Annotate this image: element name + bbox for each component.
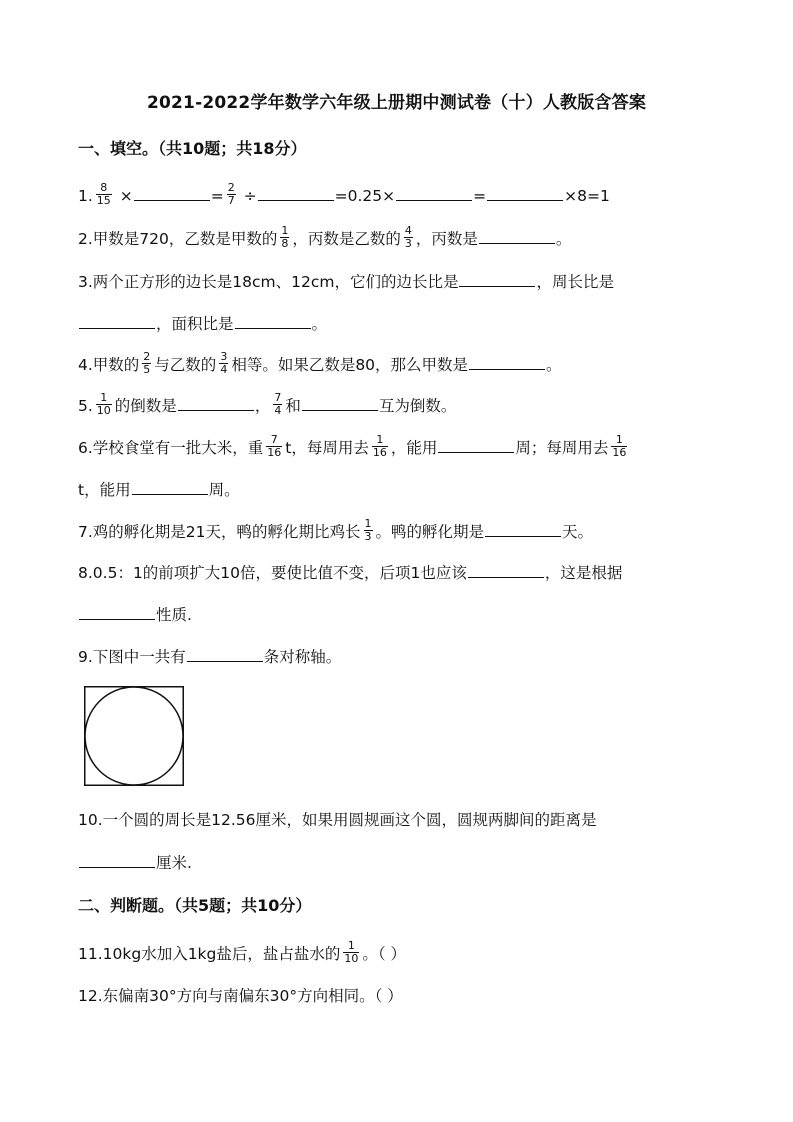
q7-text: 7.鸡的孵化期是21天，鸭的孵化期比鸡长 [78, 523, 361, 541]
question-8-cont [78, 603, 192, 626]
q4-text: 与乙数的 [154, 356, 217, 374]
answer-blank[interactable] [396, 184, 472, 201]
answer-blank[interactable] [469, 353, 545, 370]
q10-text: 厘米. [156, 854, 192, 872]
answer-blank[interactable] [479, 227, 555, 244]
q1-text: =0.25× [334, 187, 396, 205]
question-6-cont [78, 478, 240, 501]
q1-text: = [473, 187, 487, 205]
question-9 [78, 645, 341, 668]
answer-blank[interactable] [79, 603, 155, 620]
fraction: $\frac{2}{7}$ [227, 181, 235, 207]
q1-text: ÷ [238, 187, 257, 205]
q7-text: 。鸭的孵化期是 [375, 523, 485, 541]
question-8 [78, 561, 622, 584]
q2-text: ，丙数是 [415, 230, 478, 248]
q1-number: 1. [78, 187, 93, 205]
answer-blank[interactable] [235, 312, 311, 329]
q3-text: 。 [311, 315, 328, 333]
answer-blank[interactable] [79, 312, 155, 329]
fraction: $\frac{1}{16}$ [372, 433, 387, 459]
q6-text: 周；每周用去 [515, 439, 609, 457]
q8-text: 性质. [156, 606, 192, 624]
q7-text: 天。 [562, 523, 594, 541]
q9-text: 条对称轴。 [263, 648, 342, 666]
answer-blank[interactable] [178, 394, 254, 411]
section-true-false: 二、判断题。（共5题；共10分） [78, 896, 312, 915]
q1-text: × [114, 187, 133, 205]
q2-text: 2.甲数是720，乙数是甲数的 [78, 230, 278, 248]
question-3 [78, 270, 614, 293]
q5-text: 互为倒数。 [378, 397, 457, 415]
answer-blank[interactable] [79, 851, 155, 868]
answer-blank[interactable] [438, 436, 514, 453]
circle-shape [85, 687, 183, 785]
fraction: $\frac{3}{4}$ [220, 350, 228, 376]
q6-text: t，每周用去 [285, 439, 369, 457]
question-7 [78, 517, 594, 545]
q11-text: 。（ ） [362, 945, 407, 963]
fraction: $\frac{7}{4}$ [274, 391, 282, 417]
answer-blank[interactable] [459, 270, 535, 287]
square-with-inscribed-circle-figure [84, 686, 184, 786]
fraction: $\frac{1}{10}$ [96, 391, 111, 417]
question-1 [78, 181, 610, 209]
q3-text: ，周长比是 [536, 273, 614, 291]
fraction: $\frac{8}{15}$ [96, 181, 111, 207]
question-6 [78, 433, 630, 461]
q1-text: ×8=1 [564, 187, 610, 205]
q3-text: 3.两个正方形的边长是18cm、12cm，它们的边长比是 [78, 273, 459, 291]
q5-text: ， [254, 397, 271, 415]
question-4 [78, 350, 562, 378]
q1-text: = [210, 187, 224, 205]
question-12 [78, 985, 403, 1007]
fraction: $\frac{7}{16}$ [267, 433, 282, 459]
q10-text: 10.一个圆的周长是12.56厘米，如果用圆规画这个圆，圆规两脚间的距离是 [78, 811, 597, 829]
fraction: $\frac{2}{5}$ [143, 350, 151, 376]
q12-text: 12.东偏南30°方向与南偏东30°方向相同。（ ） [78, 987, 403, 1005]
answer-blank[interactable] [302, 394, 378, 411]
q2-text: ，丙数是乙数的 [292, 230, 401, 248]
q4-text: 4.甲数的 [78, 356, 140, 374]
question-3-cont [78, 312, 327, 335]
answer-blank[interactable] [468, 561, 544, 578]
answer-blank[interactable] [132, 478, 208, 495]
q9-text: 9.下图中一共有 [78, 648, 186, 666]
question-5 [78, 391, 457, 419]
q6-text: ，能用 [390, 439, 438, 457]
fraction: $\frac{1}{10}$ [344, 939, 359, 965]
answer-blank[interactable] [485, 520, 561, 537]
fraction: $\frac{4}{3}$ [404, 224, 412, 250]
section-fill-in: 一、填空。（共10题；共18分） [78, 139, 307, 158]
q8-text: 8.0.5：1的前项扩大10倍，要使比值不变，后项1也应该 [78, 564, 467, 582]
q11-text: 11.10kg水加入1kg盐后，盐占盐水的 [78, 945, 341, 963]
answer-blank[interactable] [487, 184, 563, 201]
q4-text: 相等。如果乙数是80，那么甲数是 [231, 356, 469, 374]
answer-blank[interactable] [187, 645, 263, 662]
fraction: $\frac{1}{16}$ [612, 433, 627, 459]
q5-text: 和 [285, 397, 301, 415]
q5-text: 5. [78, 397, 93, 415]
question-10 [78, 809, 597, 831]
answer-blank[interactable] [258, 184, 334, 201]
page-title: 2021-2022学年数学六年级上册期中测试卷（十）人教版含答案 [146, 93, 647, 113]
q5-text: 的倒数是 [114, 397, 177, 415]
q2-text: 。 [555, 230, 572, 248]
question-10-cont [78, 851, 192, 874]
fraction: $\frac{1}{3}$ [364, 517, 372, 543]
answer-blank[interactable] [134, 184, 210, 201]
q4-text: 。 [546, 356, 562, 374]
q8-text: ，这是根据 [544, 564, 623, 582]
q6-text: 周。 [208, 481, 240, 499]
question-11 [78, 939, 407, 967]
q6-text: t，能用 [78, 481, 131, 499]
q6-text: 6.学校食堂有一批大米，重 [78, 439, 264, 457]
question-2 [78, 224, 572, 252]
fraction: $\frac{1}{8}$ [281, 224, 289, 250]
q3-text: ，面积比是 [156, 315, 234, 333]
